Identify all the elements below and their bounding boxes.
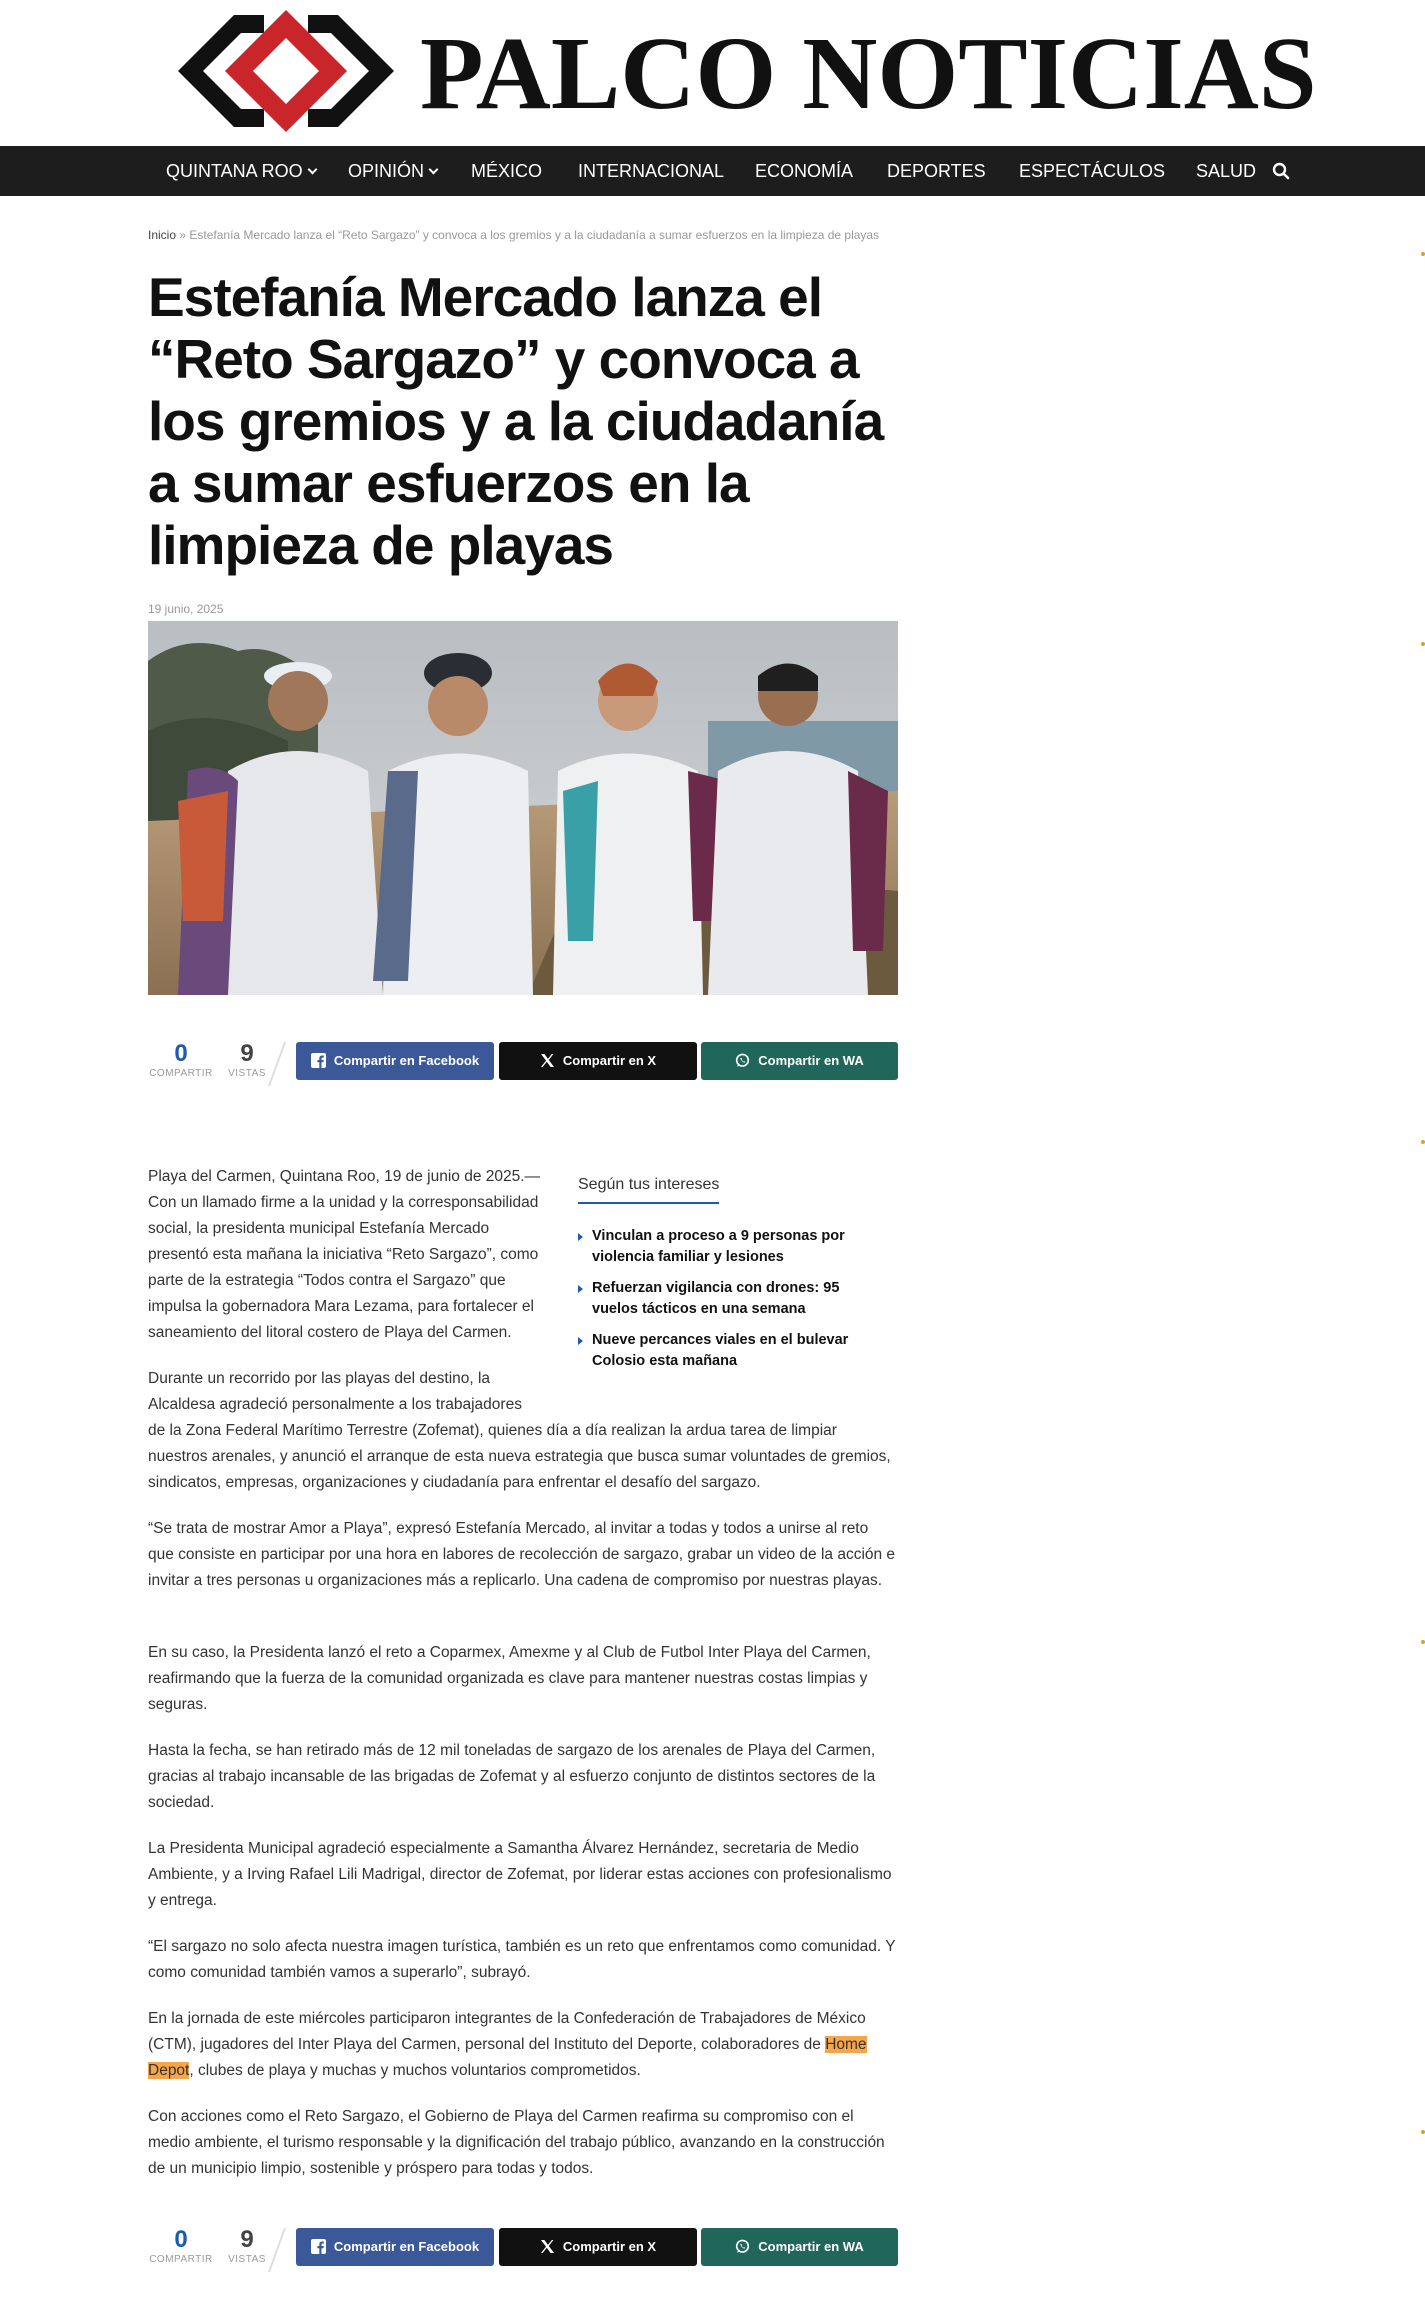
breadcrumb-current: Estefanía Mercado lanza el “Reto Sargazo” y convoca a los gremios y a la ciudadanía a sumar esfuerzos en la limpieza de playas — [189, 228, 880, 242]
share-whatsapp-button[interactable] — [701, 2228, 898, 2266]
article-paragraph: Con acciones como el Reto Sargazo, el Gobierno de Playa del Carmen reafirma su compromiso con el medio ambiente, el turismo responsable y la dignificación del trabajo público, avanzando en la construcción de un municipio limpio, sostenible y próspero para todas y todos. — [148, 2108, 885, 2177]
chevron-down-icon — [429, 165, 439, 175]
share-facebook-button[interactable] — [296, 1042, 494, 1080]
breadcrumb-separator: » — [179, 228, 187, 242]
whatsapp-icon — [735, 2239, 750, 2254]
related-item[interactable] — [578, 1226, 888, 1268]
nav-item-economia[interactable]: ECONOMÍA — [755, 161, 854, 181]
article-paragraph-part: de la Zona Federal Marítimo Terrestre (Zofemat), quienes día a día realizan la ardua tarea de limpiar nuestros arenales, y anunció el arranque de esta nueva estrategia que busca sumar voluntades de gremios, sindicatos, empresas, organizaciones y ciudadanía para enfrentar el desafío del sargazo. — [148, 1422, 891, 1491]
share-whatsapp-label: Compartir en WA — [758, 2239, 864, 2254]
x-icon — [540, 2239, 555, 2254]
article-paragraph: “El sargazo no solo afecta nuestra imagen turística, también es un reto que enfrentamos como comunidad. Y como comunidad también vamos a superarlo”, subrayó. — [148, 1938, 896, 1981]
palco-logo-icon[interactable] — [172, 8, 400, 134]
nav-label: OPINIÓN — [348, 161, 425, 181]
related-item[interactable] — [578, 1278, 888, 1320]
nav-item-deportes[interactable]: DEPORTES — [887, 161, 986, 181]
share-count-number: 0 — [174, 1040, 188, 1067]
nav-item-espectaculos[interactable]: ESPECTÁCULOS — [1019, 161, 1166, 181]
share-facebook-button[interactable] — [296, 2228, 494, 2266]
search-icon[interactable] — [1272, 162, 1290, 180]
share-bar-bottom — [148, 2226, 898, 2270]
edge-marker — [1421, 252, 1425, 256]
article-date: 19 junio, 2025 — [148, 602, 224, 616]
article-paragraph: En su caso, la Presidenta lanzó el reto a Coparmex, Amexme y al Club de Futbol Inter Playa del Carmen, reafirmando que la fuerza de la comunidad organizada es clave para mantener nuestras costas limpias y seguras. — [148, 1644, 871, 1713]
related-item-title: Refuerzan vigilancia con drones: 95 vuelos tácticos en una semana — [592, 1280, 840, 1317]
edge-marker — [1421, 1640, 1425, 1644]
edge-marker — [1421, 1140, 1425, 1144]
nav-label: QUINTANA ROO — [166, 161, 303, 181]
article-paragraph: Hasta la fecha, se han retirado más de 12 mil toneladas de sargazo de los arenales de Playa del Carmen, gracias al trabajo incansable de las brigadas de Zofemat y al esfuerzo conjunto de distintos sectores de la sociedad. — [148, 1742, 876, 1811]
related-item-title: Vinculan a proceso a 9 personas por violencia familiar y lesiones — [592, 1228, 845, 1265]
article-paragraph: Playa del Carmen, Quintana Roo, 19 de junio de 2025.— Con un llamado firme a la unidad y la corresponsabilidad social, la presidenta municipal Estefanía Mercado presentó esta mañana la iniciativa “Reto Sargazo”, como parte de la estrategia “Todos contra el Sargazo” que impulsa la gobernadora Mara Lezama, para fortalecer el saneamiento del litoral costero de Playa del Carmen. — [148, 1168, 541, 1341]
article-paragraph — [148, 1366, 898, 1496]
facebook-icon — [311, 1053, 326, 1068]
view-count-number: 9 — [240, 2226, 254, 2253]
share-count-number: 0 — [174, 2226, 188, 2253]
article-text: En la jornada de este miércoles participaron integrantes de la Confederación de Trabajadores de México (CTM), jugadores del Inter Playa del Carmen, personal del Instituto del Deporte, colaboradores de — [148, 2010, 866, 2053]
related-item-title: Nueve percances viales en el bulevar Colosio esta mañana — [592, 1332, 849, 1369]
caret-right-icon — [578, 1233, 583, 1241]
article-text: , clubes de playa y muchas y muchos voluntarios comprometidos. — [189, 2062, 641, 2079]
share-count-label: COMPARTIR — [149, 1068, 213, 1079]
edge-marker — [1421, 2130, 1425, 2134]
share-whatsapp-label: Compartir en WA — [758, 1053, 864, 1068]
edge-marker — [1421, 642, 1425, 646]
share-bar-top — [148, 1040, 898, 1084]
view-count-label: VISTAS — [228, 2254, 266, 2265]
share-x-button[interactable] — [499, 1042, 697, 1080]
facebook-icon — [311, 2239, 326, 2254]
article-paragraph-part: Durante un recorrido por las playas del destino, la Alcaldesa agradeció personalmente a los trabajadores — [148, 1370, 522, 1413]
nav-item-salud[interactable]: SALUD — [1196, 161, 1257, 181]
breadcrumb-home[interactable]: Inicio — [148, 228, 177, 242]
caret-right-icon — [578, 1337, 583, 1345]
article-paragraph: La Presidenta Municipal agradeció especialmente a Samantha Álvarez Hernández, secretaria de Medio Ambiente, y a Irving Rafael Lili Madrigal, director de Zofemat, por liderar estas acciones con profesionalismo y entrega. — [148, 1840, 892, 1909]
view-count — [220, 1040, 274, 1080]
article-paragraph: “Se trata de mostrar Amor a Playa”, expresó Estefanía Mercado, al invitar a todas y todos a unirse al reto que consiste en participar por una hora en labores de recolección de sargazo, grabar un video de la acción e invitar a tres personas u organizaciones más a replicarlo. Una cadena de compromiso por nuestras playas. — [148, 1520, 896, 1589]
nav-item-mexico[interactable]: MÉXICO — [471, 161, 543, 181]
breadcrumb — [148, 228, 879, 242]
nav-item-opinion[interactable] — [348, 146, 437, 196]
main-nav — [0, 146, 1425, 196]
highlighted-link[interactable]: Home Depot — [148, 2036, 867, 2079]
share-x-label: Compartir en X — [562, 2239, 657, 2254]
share-facebook-label: Compartir en Facebook — [333, 1053, 480, 1068]
whatsapp-icon — [735, 1053, 750, 1068]
view-count-number: 9 — [240, 1040, 254, 1067]
article-title: Estefanía Mercado lanza el “Reto Sargazo” y convoca a los gremios y a la ciudadanía a sumar esfuerzos en la limpieza de playas — [148, 266, 884, 576]
featured-image — [148, 621, 898, 995]
share-whatsapp-button[interactable] — [701, 1042, 898, 1080]
nav-item-internacional[interactable]: INTERNACIONAL — [578, 161, 725, 181]
share-facebook-label: Compartir en Facebook — [333, 2239, 480, 2254]
x-icon — [540, 1053, 555, 1068]
share-x-label: Compartir en X — [562, 1053, 657, 1068]
view-count — [220, 2226, 274, 2266]
share-count — [148, 2226, 214, 2266]
caret-right-icon — [578, 1285, 583, 1293]
related-heading: Según tus intereses — [578, 1176, 719, 1204]
view-count-label: VISTAS — [228, 1068, 266, 1079]
related-list — [578, 1226, 888, 1372]
nav-item-quintana-roo[interactable] — [166, 146, 316, 196]
site-header — [0, 0, 1425, 146]
share-count — [148, 1040, 214, 1080]
share-count-label: COMPARTIR — [149, 2254, 213, 2265]
article-paragraph — [148, 2006, 898, 2084]
share-x-button[interactable] — [499, 2228, 697, 2266]
chevron-down-icon — [307, 165, 317, 175]
site-name[interactable]: PALCO NOTICIAS — [420, 16, 1317, 131]
related-articles — [578, 1176, 888, 1382]
